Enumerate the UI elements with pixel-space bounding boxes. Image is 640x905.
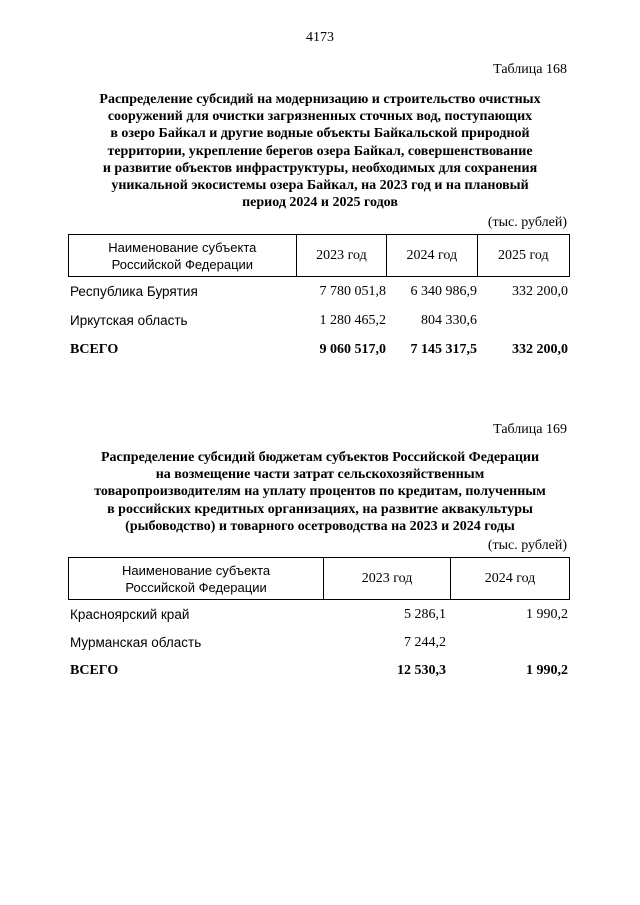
table-total-row: [68, 340, 568, 360]
table-168-unit: (тыс. рублей): [487, 215, 567, 230]
total-value-2025: 332 200,0: [512, 342, 568, 357]
table-total-row: [68, 661, 568, 681]
page-number: 4173: [306, 30, 334, 45]
title-line: Распределение субсидий бюджетам субъектов Российской Федерации: [100, 450, 540, 465]
row-name: Иркутская область: [70, 313, 188, 328]
table-row: [68, 311, 568, 331]
header-year-2023: 2023 год: [324, 558, 451, 600]
title-line: период 2024 и 2025 годов: [242, 195, 398, 211]
row-value-2024: 804 330,6: [421, 313, 477, 328]
row-value-2025: 332 200,0: [512, 284, 568, 299]
table-row: [68, 633, 568, 653]
table-row: [68, 605, 568, 625]
row-value-2023: 7 780 051,8: [319, 284, 386, 299]
total-value-2023: 9 060 517,0: [319, 342, 386, 357]
total-value-2024: 1 990,2: [526, 663, 568, 678]
table-168-header: [68, 234, 570, 277]
header-name-line: Российской Федерации: [111, 256, 254, 272]
title-line: уникальной экосистемы озера Байкал, на 2023 год и на плановый: [111, 178, 529, 194]
table-169-title: [66, 449, 574, 535]
title-line: на возмещение части затрат сельскохозяйственным: [155, 467, 485, 483]
header-year-2023: 2023 год: [296, 235, 386, 277]
title-line: в российских кредитных организациях, на развитие аквакультуры: [107, 501, 533, 517]
title-line: сооружений для очистки загрязненных сточных вод, поступающих: [107, 109, 533, 125]
title-line: товаропроизводителям на уплату процентов по кредитам, полученным: [94, 484, 546, 500]
title-line: и развитие объектов инфраструктуры, необходимых для сохранения: [102, 160, 538, 176]
table-168-label: Таблица 168: [493, 62, 567, 77]
row-value-2023: 5 286,1: [404, 607, 446, 622]
table-168-title: [66, 91, 574, 211]
row-name: Мурманская область: [70, 635, 202, 650]
title-line: (рыбоводство) и товарного осетроводства на 2023 и 2024 годы: [125, 518, 515, 534]
total-value-2023: 12 530,3: [397, 663, 446, 678]
title-line: Распределение субсидий на модернизацию и строительство очистных: [99, 92, 541, 107]
title-line: в озеро Байкал и другие водные объекты Байкальской природной: [110, 126, 530, 142]
total-value-2024: 7 145 317,5: [410, 342, 477, 357]
row-name: Красноярский край: [70, 607, 190, 622]
table-169-unit: (тыс. рублей): [487, 538, 567, 553]
total-label: ВСЕГО: [70, 342, 119, 357]
row-value-2023: 1 280 465,2: [319, 313, 386, 328]
row-value-2023: 7 244,2: [404, 635, 446, 650]
header-name-cell: [69, 235, 297, 277]
table-169-header: [68, 557, 570, 600]
header-name-line: Российской Федерации: [125, 579, 267, 595]
header-year-2024: 2024 год: [387, 235, 477, 277]
row-value-2024: 1 990,2: [526, 607, 568, 622]
header-name-line: Наименование субъекта: [108, 239, 257, 255]
title-line: территории, укрепление берегов озера Байкал, совершенствование: [107, 143, 533, 159]
row-name: Республика Бурятия: [70, 284, 198, 299]
header-name-cell: [69, 558, 324, 600]
table-row: [68, 282, 568, 302]
row-value-2024: 6 340 986,9: [410, 284, 477, 299]
header-year-2025: 2025 год: [477, 235, 569, 277]
total-label: ВСЕГО: [70, 663, 119, 678]
header-year-2024: 2024 год: [451, 558, 570, 600]
table-169-label: Таблица 169: [493, 422, 567, 437]
header-name-line: Наименование субъекта: [122, 562, 271, 578]
